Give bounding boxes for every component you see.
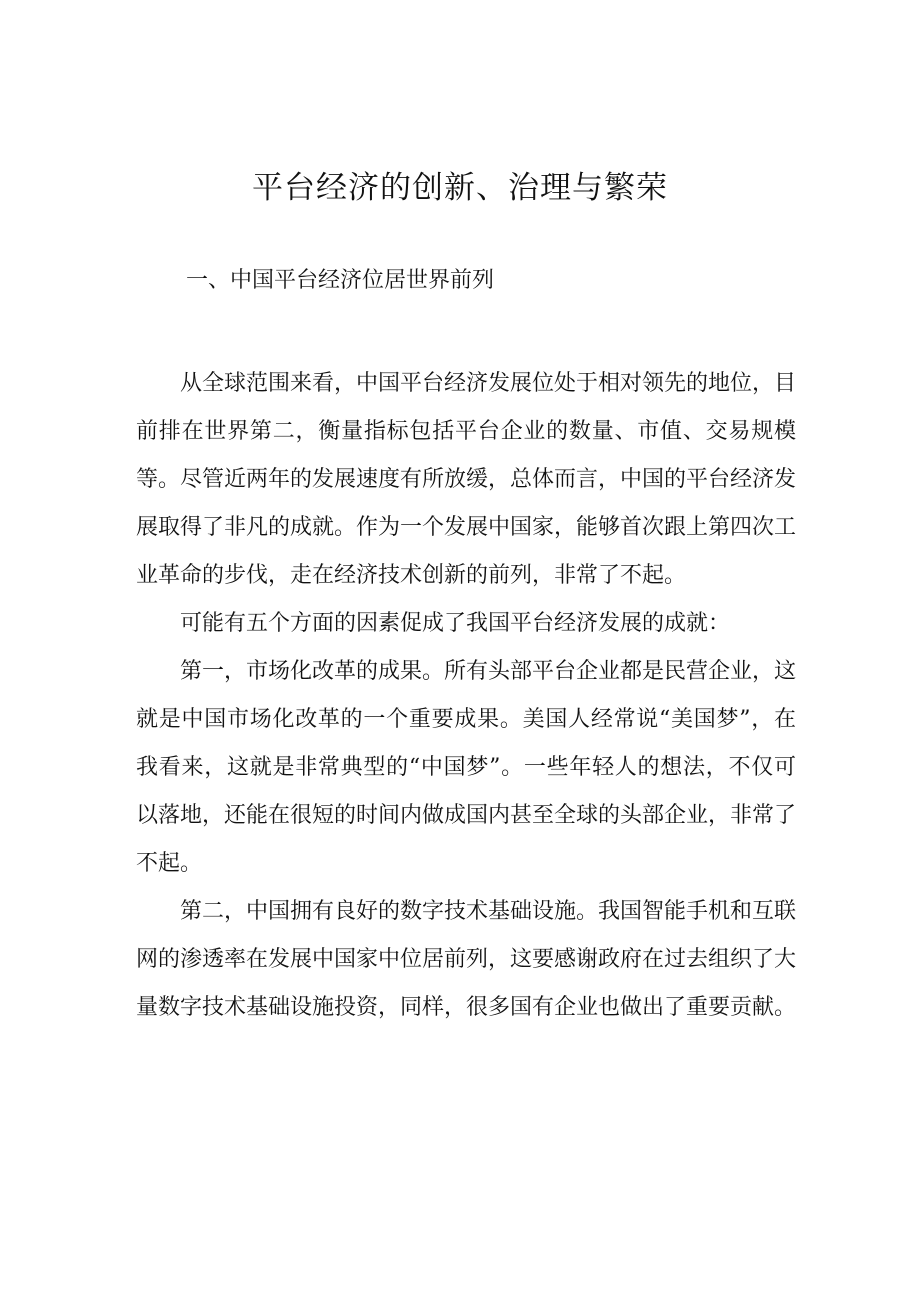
paragraph: 从全球范围来看，中国平台经济发展位处于相对领先的地位，目前排在世界第二，衡量指标包括平台企业的数量、市值、交易规模等。尽管近两年的发展速度有所放缓，总体而言，中国的平台经济发展取得了非凡的成就。作为一个发展中国家，能够首次跟上第四次工业革命的步伐，走在经济技术创新的前列，非常了不起。 — [136, 371, 797, 588]
document-title: 平台经济的创新、治理与繁荣 — [252, 170, 668, 206]
document-body — [136, 360, 796, 1032]
paragraph: 第二，中国拥有良好的数字技术基础设施。我国智能手机和互联网的渗透率在发展中国家中位居前列，这要感谢政府在过去组织了大量数字技术基础设施投资，同样，很多国有企业也做出了重要贡献。 — [136, 899, 797, 1020]
paragraph: 可能有五个方面的因素促成了我国平台经济发展的成就： — [180, 611, 731, 636]
paragraph: 第一，市场化改革的成果。所有头部平台企业都是民营企业，这就是中国市场化改革的一个重要成果。美国人经常说“美国梦”，在我看来，这就是非常典型的“中国梦”。一些年轻人的想法，不仅可以落地，还能在很短的时间内做成国内甚至全球的头部企业，非常了不起。 — [136, 659, 797, 876]
section-heading: 一、中国平台经济位居世界前列 — [186, 268, 495, 293]
